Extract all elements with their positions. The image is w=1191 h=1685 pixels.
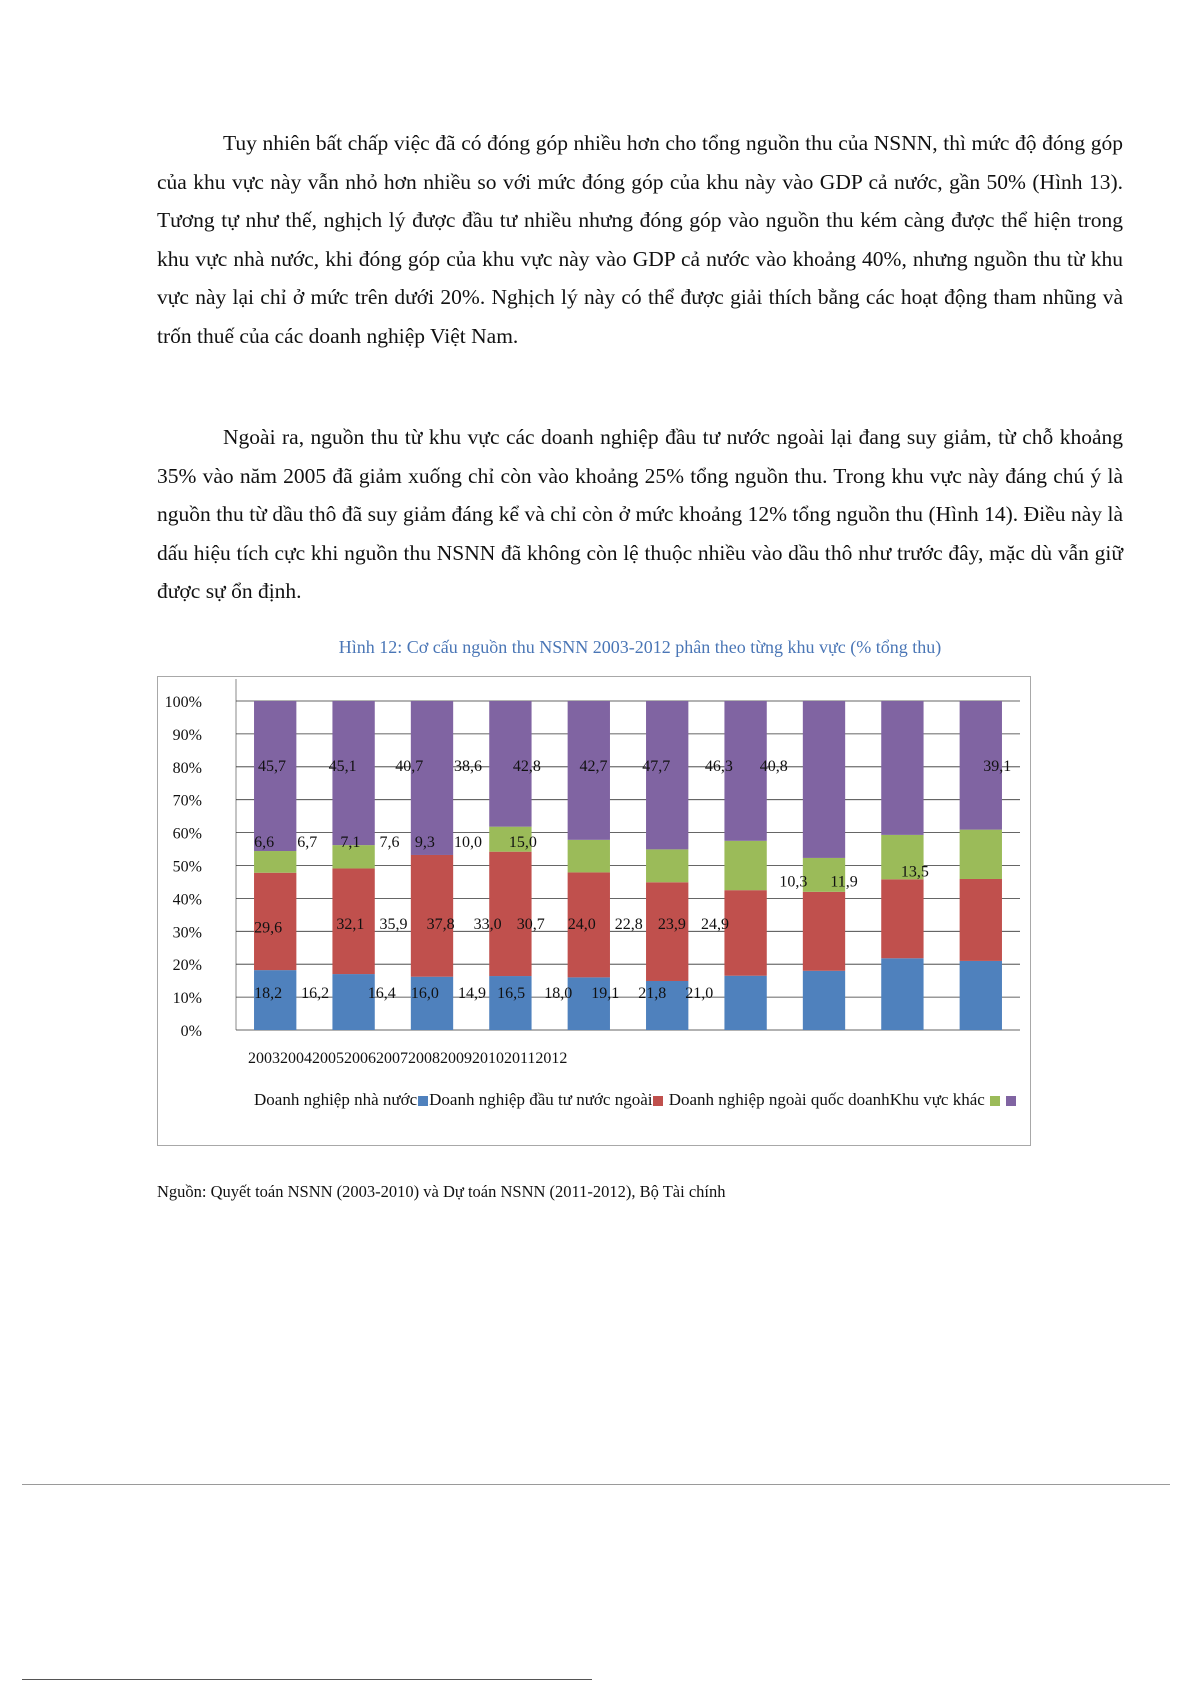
data-label: 18,2 <box>254 985 283 1003</box>
footnote-rule <box>22 1679 592 1680</box>
bar-segment <box>254 701 296 851</box>
stacked-bar-chart <box>158 677 1032 1147</box>
data-label: 16,2 <box>301 985 330 1003</box>
data-label: 42,8 <box>512 758 541 776</box>
legend-label-fdi: Doanh nghiệp đầu tư nước ngoài <box>429 1090 653 1109</box>
data-label: 6,7 <box>297 833 318 851</box>
data-label: 39,1 <box>983 758 1012 776</box>
legend-swatch-other <box>1006 1096 1016 1106</box>
y-tick-label: 30% <box>172 924 202 942</box>
bar-segment <box>724 841 766 890</box>
data-label: 9,3 <box>414 833 435 851</box>
data-label: 23,9 <box>657 916 686 934</box>
bar-segment <box>881 958 923 1030</box>
bar-segment <box>960 961 1002 1030</box>
chart-legend <box>254 1083 1029 1117</box>
bar-segment <box>803 701 845 858</box>
bar-segment <box>568 840 610 873</box>
paragraph-2: Ngoài ra, nguồn thu từ khu vực các doanh nghiệp đầu tư nước ngoài lại đang suy giảm, từ chỗ khoảng 35% vào năm 2005 đã giảm xuống chỉ còn vào khoảng 25% tổng nguồn thu. Trong khu vực này đáng chú ý là nguồn thu từ dầu thô đã suy giảm đáng kể và chỉ còn ở mức khoảng 12% tổng nguồn thu (Hình 14). Điều này là dấu hiệu tích cực khi nguồn thu NSNN đã không còn lệ thuộc nhiều vào dầu thô như trước đây, mặc dù vẫn giữ được sự ổn định. <box>157 425 1123 603</box>
bar-segment <box>881 879 923 958</box>
legend-label-other: Khu vực khác <box>889 1090 985 1109</box>
data-label: 22,8 <box>614 916 643 934</box>
y-tick-label: 0% <box>180 1023 202 1040</box>
data-label: 19,1 <box>591 985 620 1003</box>
data-label: 42,7 <box>579 758 608 776</box>
bar-segment <box>724 890 766 976</box>
data-label: 7,1 <box>340 833 361 851</box>
y-tick-label: 20% <box>172 957 202 975</box>
legend-swatch-fdi <box>653 1096 663 1106</box>
y-tick-label: 10% <box>172 990 202 1008</box>
data-label: 24,9 <box>700 916 729 934</box>
figure-source: Nguồn: Quyết toán NSNN (2003-2010) và Dự toán NSNN (2011-2012), Bộ Tài chính <box>157 1182 726 1201</box>
data-label: 38,6 <box>454 758 483 776</box>
data-label: 45,7 <box>258 758 287 776</box>
bar-segment <box>960 879 1002 961</box>
data-label: 16,5 <box>497 985 526 1003</box>
data-label: 46,3 <box>704 758 733 776</box>
data-label: 33,0 <box>473 916 502 934</box>
page-divider <box>22 1484 1170 1485</box>
data-label: 37,8 <box>426 916 455 934</box>
data-label: 24,0 <box>567 916 596 934</box>
bar-segment <box>724 976 766 1030</box>
data-label: 45,1 <box>328 758 357 776</box>
bar-segment <box>254 851 296 873</box>
data-label: 16,4 <box>367 985 396 1003</box>
y-tick-label: 50% <box>172 858 202 876</box>
data-label: 40,8 <box>759 758 788 776</box>
data-label: 16,0 <box>410 985 439 1003</box>
data-label: 10,0 <box>454 833 483 851</box>
data-label: 6,6 <box>254 833 275 851</box>
data-label: 13,5 <box>900 863 929 881</box>
data-label: 14,9 <box>457 985 486 1003</box>
paragraph-1: Tuy nhiên bất chấp việc đã có đóng góp nhiều hơn cho tổng nguồn thu của NSNN, thì mức độ đóng góp của khu vực này vẫn nhỏ hơn nhiều so với mức đóng góp của khu này vào GDP cả nước, gần 50% (Hình 13). Tương tự như thế, nghịch lý được đầu tư nhiều nhưng đóng góp vào nguồn thu kém càng được thể hiện trong khu vực nhà nước, khi đóng góp của khu vực này vào GDP cả nước vào khoảng 40%, nhưng nguồn thu từ khu vực này lại chỉ ở mức trên dưới 20%. Nghịch lý này có thể được giải thích bằng các hoạt động tham nhũng và trốn thuế của các doanh nghiệp Việt Nam. <box>157 131 1123 348</box>
bar-segment <box>411 701 453 855</box>
y-tick-label: 90% <box>172 726 202 744</box>
bar-segment <box>646 849 688 882</box>
bar-segment <box>646 701 688 849</box>
data-label: 47,7 <box>642 758 671 776</box>
legend-label-state: Doanh nghiệp nhà nước <box>254 1090 418 1109</box>
data-label: 11,9 <box>830 873 858 891</box>
y-tick-label: 80% <box>172 759 202 777</box>
bar-segment <box>489 852 531 976</box>
legend-label-private: Doanh nghiệp ngoài quốc doanh <box>668 1090 890 1109</box>
bar-segment <box>803 892 845 971</box>
data-label: 7,6 <box>379 833 400 851</box>
y-tick-label: 70% <box>172 792 202 810</box>
data-label: 40,7 <box>395 758 424 776</box>
x-category-labels: 2003200420052006200720082009201020112012 <box>248 1050 568 1067</box>
y-tick-label: 40% <box>172 891 202 909</box>
y-tick-label: 60% <box>172 825 202 843</box>
data-label: 21,8 <box>638 985 667 1003</box>
data-label: 18,0 <box>544 985 573 1003</box>
bar-segment <box>803 971 845 1030</box>
figure-title: Hình 12: Cơ cấu nguồn thu NSNN 2003-2012 phân theo từng khu vực (% tổng thu) <box>338 637 942 657</box>
legend-swatch-private <box>990 1096 1000 1106</box>
data-label: 30,7 <box>516 916 545 934</box>
y-tick-label: 100% <box>164 694 202 711</box>
bar-segment <box>489 976 531 1030</box>
chart-frame <box>157 676 1031 1146</box>
data-label: 15,0 <box>508 833 537 851</box>
legend-swatch-state <box>418 1096 428 1106</box>
data-label: 10,3 <box>779 873 808 891</box>
data-label: 32,1 <box>336 916 365 934</box>
data-label: 29,6 <box>254 919 283 937</box>
bar-segment <box>960 830 1002 879</box>
data-label: 21,0 <box>685 985 714 1003</box>
bar-segment <box>881 701 923 835</box>
data-label: 35,9 <box>379 916 408 934</box>
